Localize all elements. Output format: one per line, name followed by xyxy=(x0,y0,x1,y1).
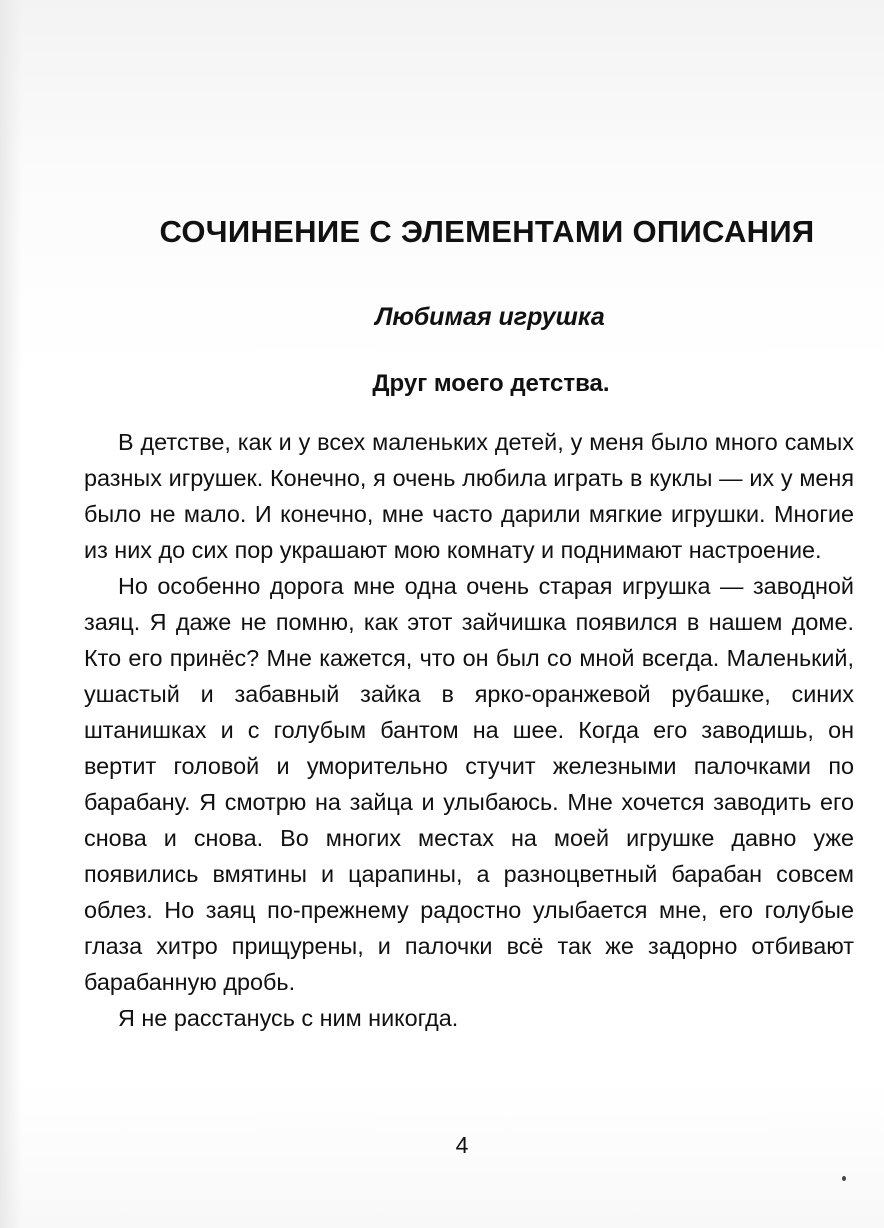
paragraph-3: Я не расстанусь с ним никогда. xyxy=(118,1005,459,1031)
page-content xyxy=(84,214,854,1036)
print-speck xyxy=(842,1176,846,1181)
paragraph-2: Но особенно дорога мне одна очень старая игрушка — заводной заяц. Я даже не помню, как этот зайчишка появился в нашем доме. Кто его принёс? Мне кажется, что он был со мной всегда. Маленький, ушастый и забавный зайка в ярко-оранжевой рубашке, синих штанишках и с голубым бантом на шее. Когда его заводишь, он вертит головой и уморительно стучит железными палочками по барабану. Я смотрю на зайца и улыбаюсь. Мне хочется заводить его снова и снова. Во многих местах на моей игрушке давно уже появились вмятины и царапины, а разноцветный барабан совсем облез. Но заяц по-прежнему радостно улыбается мне, его голубые глаза хитро прищурены, и палочки всё так же задорно отбивают барабанную дробь. xyxy=(84,573,854,995)
paragraph-1: В детстве, как и у всех маленьких детей, у меня было много самых разных игрушек. Конечно, я очень любила играть в куклы — их у меня было не мало. И конечно, мне часто дарили мягкие игрушки. Многие из них до сих пор украшают мою комнату и поднимают настроение. xyxy=(84,429,854,563)
essay-topic: Любимая игрушка xyxy=(375,303,605,331)
essay-heading: Друг моего детства. xyxy=(372,370,610,397)
page-edge-shadow xyxy=(0,0,22,1228)
page-title: СОЧИНЕНИЕ С ЭЛЕМЕНТАМИ ОПИСАНИЯ xyxy=(159,214,815,249)
page-number: 4 xyxy=(455,1132,469,1158)
